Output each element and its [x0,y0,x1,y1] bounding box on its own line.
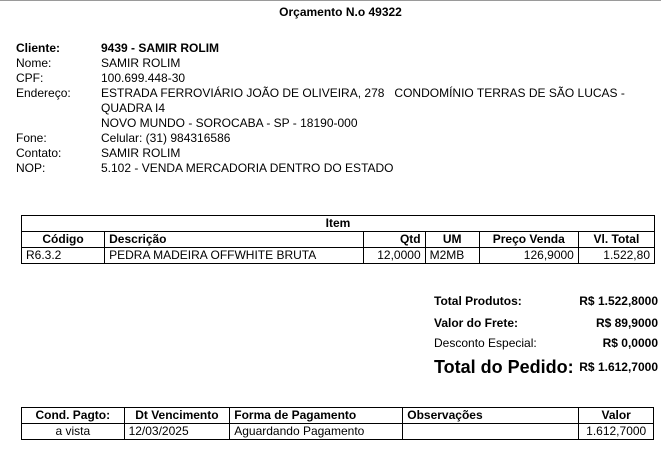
endereco-line2: QUADRA I4 [101,101,166,115]
fone-label: Fone: [16,131,47,145]
header-qtd: Qtd [363,232,425,248]
cell-valor: 1.612,7000 [579,424,654,440]
client-info [16,41,636,176]
page-title: Orçamento N.o 49322 [279,5,402,19]
header-valor: Valor [579,408,654,424]
total-pedido-value: R$ 1.612,7000 [579,360,658,374]
nop-label: NOP: [16,161,46,175]
header-forma-pagamento: Forma de Pagamento [230,408,403,424]
valor-frete-value: R$ 89,9000 [595,316,658,330]
items-caption-row [22,216,655,232]
items-table [21,215,655,264]
desconto-label: Desconto Especial: [434,336,537,350]
header-um: UM [425,232,479,248]
totals-block [434,294,658,378]
cell-um: M2MB [425,248,479,264]
total-produtos-value: R$ 1.522,8000 [579,294,658,308]
total-produtos-label: Total Produtos: [434,294,522,308]
cell-cond-pagto: a vista [22,424,125,440]
header-preco: Preço Venda [479,232,578,248]
header-descricao: Descrição [105,232,363,248]
desconto-row [434,336,658,352]
cliente-value: 9439 - SAMIR ROLIM [101,41,220,55]
cell-qtd: 12,0000 [363,248,425,264]
header-dt-vencimento: Dt Vencimento [124,408,230,424]
cell-descricao: PEDRA MADEIRA OFFWHITE BRUTA [105,248,363,264]
cell-dt-vencimento: 12/03/2025 [124,424,230,440]
cell-codigo: R6.3.2 [22,248,105,264]
header-codigo: Código [22,232,105,248]
desconto-value: R$ 0,0000 [602,336,658,350]
table-row [22,248,655,264]
payment-table [21,407,654,440]
cell-total: 1.522,80 [578,248,654,264]
endereco-label: Endereço: [16,86,71,100]
cell-preco: 126,9000 [479,248,578,264]
endereco-line1: ESTRADA FERROVIÁRIO JOÃO DE OLIVEIRA, 278 CONDOMÍNIO TERRAS DE SÃO LUCAS - [101,86,625,100]
cell-observacoes [403,424,579,440]
contato-label: Contato: [16,146,62,160]
items-caption: Item [22,216,655,232]
endereco-line3: NOVO MUNDO - SOROCABA - SP - 18190-000 [101,116,358,130]
cpf-label: CPF: [16,71,44,85]
cell-forma-pagamento: Aguardando Pagamento [230,424,403,440]
total-produtos-row [434,294,658,310]
header-total: Vl. Total [578,232,654,248]
nome-label: Nome: [16,56,52,70]
total-pedido-label: Total do Pedido: [434,357,574,377]
fone-value: Celular: (31) 984316586 [101,131,231,145]
nome-value: SAMIR ROLIM [101,56,181,70]
items-header-row [22,232,655,248]
total-pedido-row [434,356,658,378]
nop-value: 5.102 - VENDA MERCADORIA DENTRO DO ESTADO [101,161,394,175]
cliente-label: Cliente: [16,41,61,55]
top-border [0,0,661,1]
cpf-value: 100.699.448-30 [101,71,186,85]
valor-frete-label: Valor do Frete: [434,316,519,330]
contato-value: SAMIR ROLIM [101,146,181,160]
header-observacoes: Observações [403,408,579,424]
valor-frete-row [434,316,658,332]
header-cond-pagto: Cond. Pagto: [22,408,125,424]
table-row [22,424,654,440]
payment-header-row [22,408,654,424]
